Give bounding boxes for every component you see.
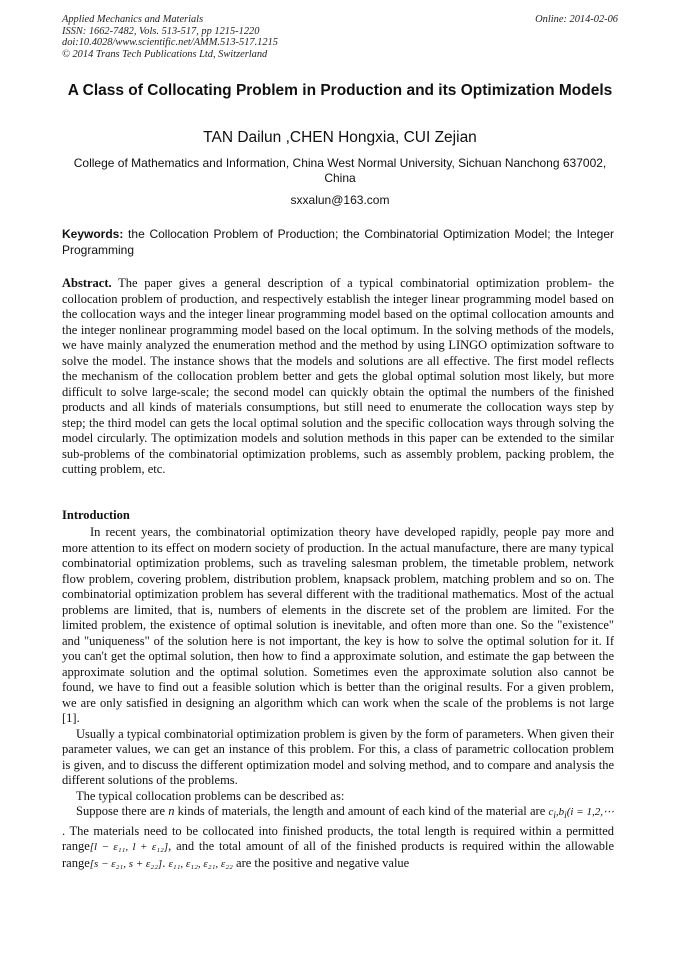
journal-name: Applied Mechanics and Materials [62, 14, 204, 25]
math-b: ,b [555, 806, 565, 818]
intro-paragraph-1: In recent years, the combinatorial optimization theory have developed rapidly, people pay more and more attention to its effect on modern society of production. In the actual manufacture, there are many typical combinatorial optimization problems, such as traveling salesman problem, the timetable problem, network flow problem, covering problem, distribution problem, knapsack problem, matching problem and so on. The combinatorial optimization problem has several different with the traditional mathematics. Most of the actual problems are limited, that is, numbers of elements in the discrete set of the problem are limited. For the limited problem, the existence of optimal solution is inevitable, and often more than one. So the "existence" and "uniqueness" of the solution here is not important, the key is how to solve the optimal solution for it. If you can't get the optimal solution, then how to find a approximate solution, and estimate the gap between the approximate solution and the optimal solution. Sometimes even the approximate solution also cannot be found, we have to find out a feasible solution which is better than the original results. For a given problem, we are only satisfied in designing an algorithm which can work when the scale of the problems is not large [1]. [62, 525, 614, 725]
p4-text-a: Suppose there are [76, 804, 169, 818]
math-n: n [168, 804, 175, 818]
intro-paragraph-3: The typical collocation problems can be described as: [76, 788, 345, 803]
intro-paragraph-2: Usually a typical combinatorial optimization problem is given by the form of parameters. When given their parameter values, we can get an instance of this problem. For this, a class of parametric collocation problem is given, and to discuss the different optimization model and solving method, and to compare and analysis the different solutions of the problems. [62, 726, 614, 787]
keywords-text: the Collocation Problem of Production; the Combinatorial Optimization Model; the Integer Programming [62, 227, 614, 257]
abstract-label: Abstract. [62, 276, 112, 290]
abstract-block [62, 276, 614, 478]
paper-authors: TAN Dailun ,CHEN Hongxia, CUI Zejian [203, 129, 477, 146]
p4-text-b: kinds of materials, the length and amount of each kind of the material are [174, 804, 549, 818]
keywords-block [62, 227, 614, 258]
keywords-label: Keywords: [62, 227, 124, 241]
section-heading-introduction: Introduction [62, 508, 130, 522]
p4-text-c: . The materials need to be collocated into finished products, the total length is required within a permitted range [62, 823, 614, 854]
math-range-length: [l − ε₁₁, l + ε₁₂] [89, 841, 169, 854]
journal-issn: ISSN: 1662-7482, Vols. 513-517, pp 1215-1220 [62, 25, 260, 37]
online-date: Online: 2014-02-06 [535, 14, 618, 25]
paper-title: A Class of Collocating Problem in Production and its Optimization Models [67, 82, 613, 99]
p4-text-d: , and the total amount of all of the finished products is required within the allowable range [62, 839, 614, 870]
author-email: sxxalun@163.com [290, 193, 390, 207]
introduction-body [62, 525, 614, 872]
p4-text-f: are the positive and negative value [232, 855, 410, 870]
paper-affiliation: College of Mathematics and Information, China West Normal University, Sichuan Nanchong 637002, China [73, 156, 607, 185]
math-c: c [548, 806, 554, 818]
math-range-amount: [s − ε₂₁, s + ε₂₂] [89, 857, 163, 870]
math-index: (i = 1,2,⋯ [566, 806, 614, 818]
math-b-sub: i [564, 810, 567, 821]
journal-header [62, 14, 618, 60]
journal-copyright: © 2014 Trans Tech Publications Ltd, Switzerland [62, 48, 268, 60]
abstract-text: The paper gives a general description of a typical combinatorial optimization problem- the collocation problem of production, and respectively establish the integer linear programming model based on the collocation ways and the integer linear programming model based on the optimal collocation amounts and the integer nonlinear programming model based on the local optimum. In the solving methods of the models, we have mainly analyzed the enumeration method and the method by using LINGO optimization software to solve the model. The instance shows that the models and solutions are all effective. The first model reflects the mechanism of the collocation problem better and gets the global optimal solution most likely, but more difficult to solve large-scale; the second model can quickly obtain the optimal the numbers of the finished products and all kinds of materials consumptions, but still need to enumerate the collocation ways step by step; the third model can gets the local optimal solution and the specific collocation ways through solving the model circularly. The optimization models and solution methods in this paper can be extended to the similar sub-problems of the combinatorial optimization problems, such as assembly problem, packing problem, the cutting problem, etc. [62, 276, 614, 476]
math-params [548, 806, 614, 821]
p4-text-e: . [162, 855, 169, 870]
math-c-sub: i [553, 810, 556, 821]
math-epsilons: ε₁₁, ε₁₂, ε₂₁, ε₂₂ [168, 857, 233, 870]
journal-doi: doi:10.4028/www.scientific.net/AMM.513-517.1215 [62, 37, 278, 49]
intro-paragraph-4 [62, 804, 614, 872]
